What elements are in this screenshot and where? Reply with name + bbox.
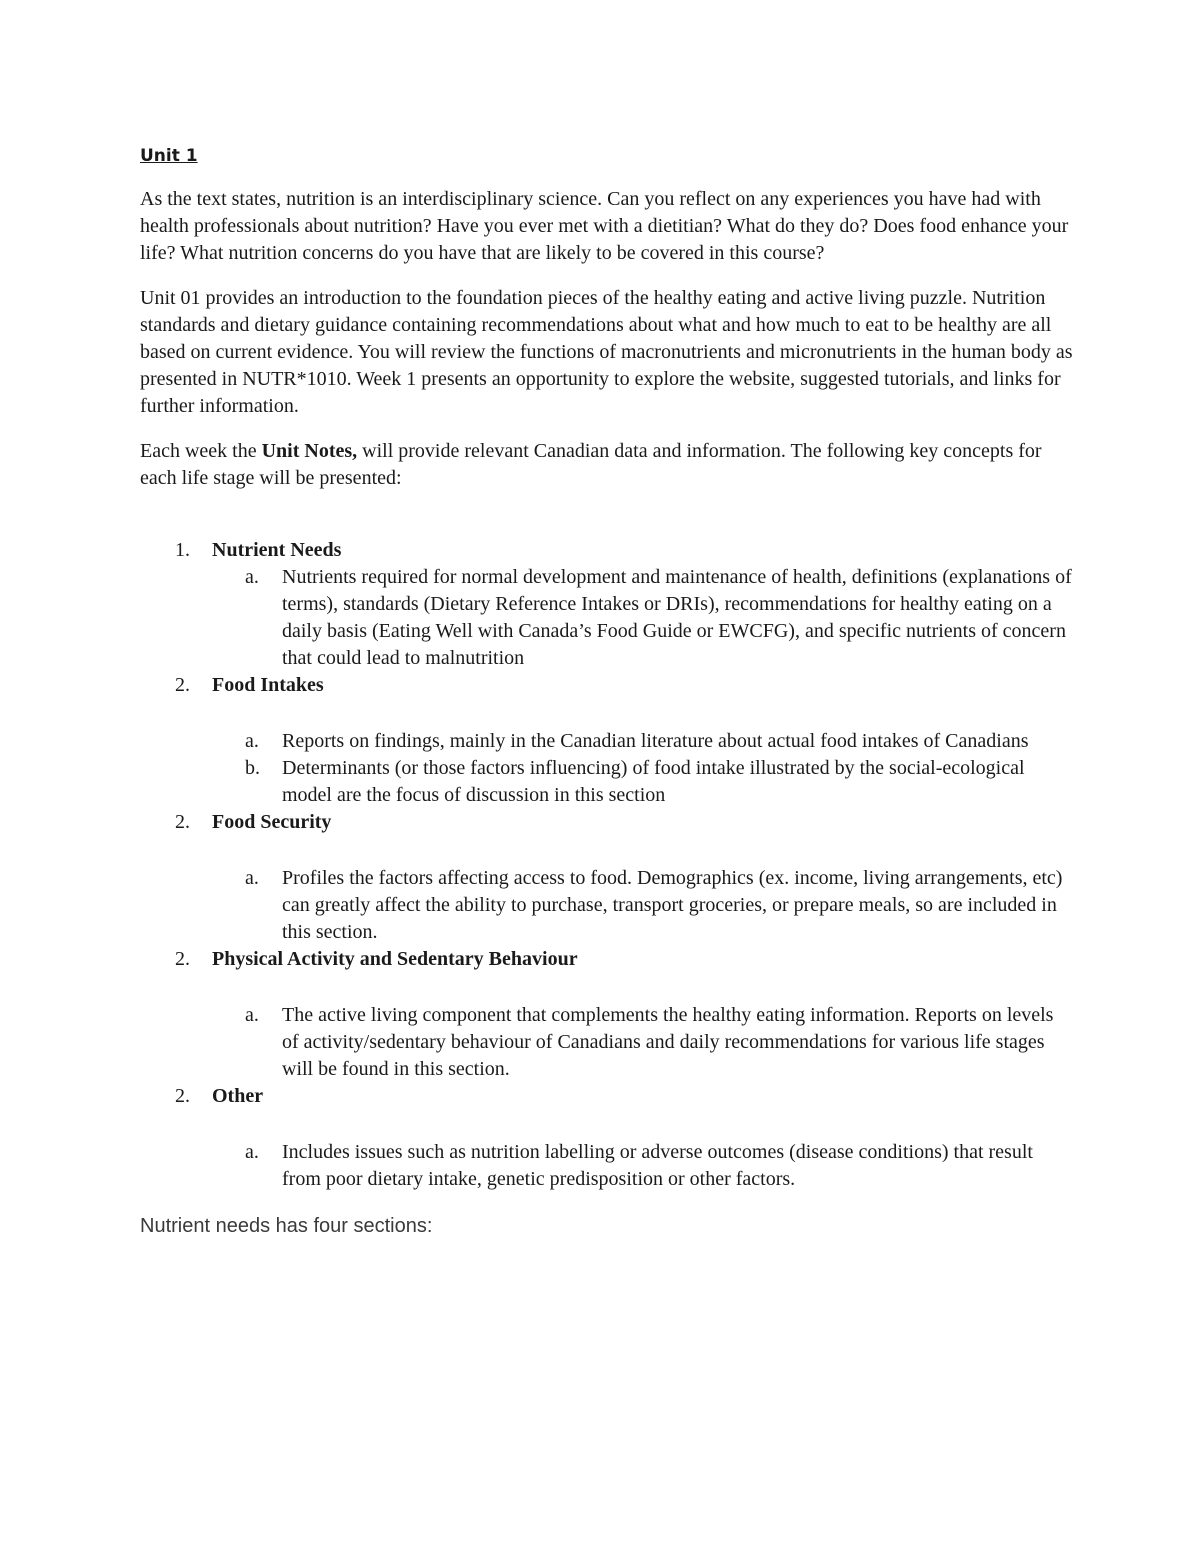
sub-item-text: Profiles the factors affecting access to food. Demographics (ex. income, living arrangements, etc) can greatly affect the ability to purchase, transport groceries, or prepare meals, so are included in this section. bbox=[282, 867, 1063, 943]
closing-line: Nutrient needs has four sections: bbox=[140, 1215, 433, 1237]
list-item-food-security bbox=[140, 809, 1075, 836]
document-page bbox=[140, 140, 1075, 1240]
sub-item bbox=[245, 865, 1075, 946]
sub-letter: a. bbox=[245, 566, 259, 588]
intro-paragraph: As the text states, nutrition is an interdisciplinary science. Can you reflect on any experiences you have had with health professionals about nutrition? Have you ever met with a dietitian? What do they do? Does food enhance your life? What nutrition concerns do you have that are likely to be covered in this course? bbox=[140, 188, 1069, 264]
list-number: 2. bbox=[175, 674, 190, 696]
list-number: 2. bbox=[175, 948, 190, 970]
list-number: 2. bbox=[175, 811, 190, 833]
list-item-title: Nutrient Needs bbox=[212, 539, 342, 561]
list-number: 2. bbox=[175, 1085, 190, 1107]
list-item-physical-activity bbox=[140, 946, 1075, 973]
sub-item bbox=[245, 755, 1075, 809]
weekly-suffix: will provide relevant Canadian data and information. The following key concepts for each life stage will be presented: bbox=[140, 440, 1042, 489]
sub-letter: b. bbox=[245, 757, 260, 779]
sub-item-text: Reports on findings, mainly in the Canadian literature about actual food intakes of Canadians bbox=[282, 730, 1029, 752]
sub-item bbox=[245, 728, 1075, 755]
sub-letter: a. bbox=[245, 730, 259, 752]
list-item-title: Physical Activity and Sedentary Behaviour bbox=[212, 948, 578, 970]
sub-letter: a. bbox=[245, 1141, 259, 1163]
page-title: Unit 1 bbox=[140, 146, 198, 166]
list-item-title: Food Security bbox=[212, 811, 332, 833]
sub-item-text: Nutrients required for normal development and maintenance of health, definitions (explanations of terms), standards (Dietary Reference Intakes or DRIs), recommendations for healthy eating on a daily basis (Eating Well with Canada’s Food Guide or EWCFG), and specific nutrients of concern that could lead to malnutrition bbox=[282, 566, 1072, 669]
unit-overview-paragraph: Unit 01 provides an introduction to the foundation pieces of the healthy eating and active living puzzle. Nutrition standards and dietary guidance containing recommendations about what and how much to eat to be healthy are all based on current evidence. You will review the functions of macronutrients and micronutrients in the human body as presented in NUTR*1010. Week 1 presents an opportunity to explore the website, suggested tutorials, and links for further information. bbox=[140, 287, 1073, 417]
unit-notes-bold: Unit Notes, bbox=[261, 440, 358, 462]
sub-item-text: Includes issues such as nutrition labelling or adverse outcomes (disease conditions) that result from poor dietary intake, genetic predisposition or other factors. bbox=[282, 1141, 1033, 1190]
list-item-title: Other bbox=[212, 1085, 264, 1107]
weekly-notes-paragraph bbox=[140, 438, 1075, 492]
list-item-nutrient-needs bbox=[140, 537, 1075, 564]
sub-item bbox=[245, 564, 1075, 672]
sub-item bbox=[245, 1002, 1075, 1083]
sub-item-text: Determinants (or those factors influencing) of food intake illustrated by the social-ecological model are the focus of discussion in this section bbox=[282, 757, 1025, 806]
sub-letter: a. bbox=[245, 1004, 259, 1026]
sub-letter: a. bbox=[245, 867, 259, 889]
list-item-title: Food Intakes bbox=[212, 674, 324, 696]
weekly-prefix: Each week the bbox=[140, 440, 262, 462]
list-item-other bbox=[140, 1083, 1075, 1110]
sub-item-text: The active living component that complements the healthy eating information. Reports on levels of activity/sedentary behaviour of Canadians and daily recommendations for various life stages will be found in this section. bbox=[282, 1004, 1054, 1080]
list-item-food-intakes bbox=[140, 672, 1075, 699]
list-number: 1. bbox=[175, 539, 190, 561]
sub-item bbox=[245, 1139, 1075, 1193]
